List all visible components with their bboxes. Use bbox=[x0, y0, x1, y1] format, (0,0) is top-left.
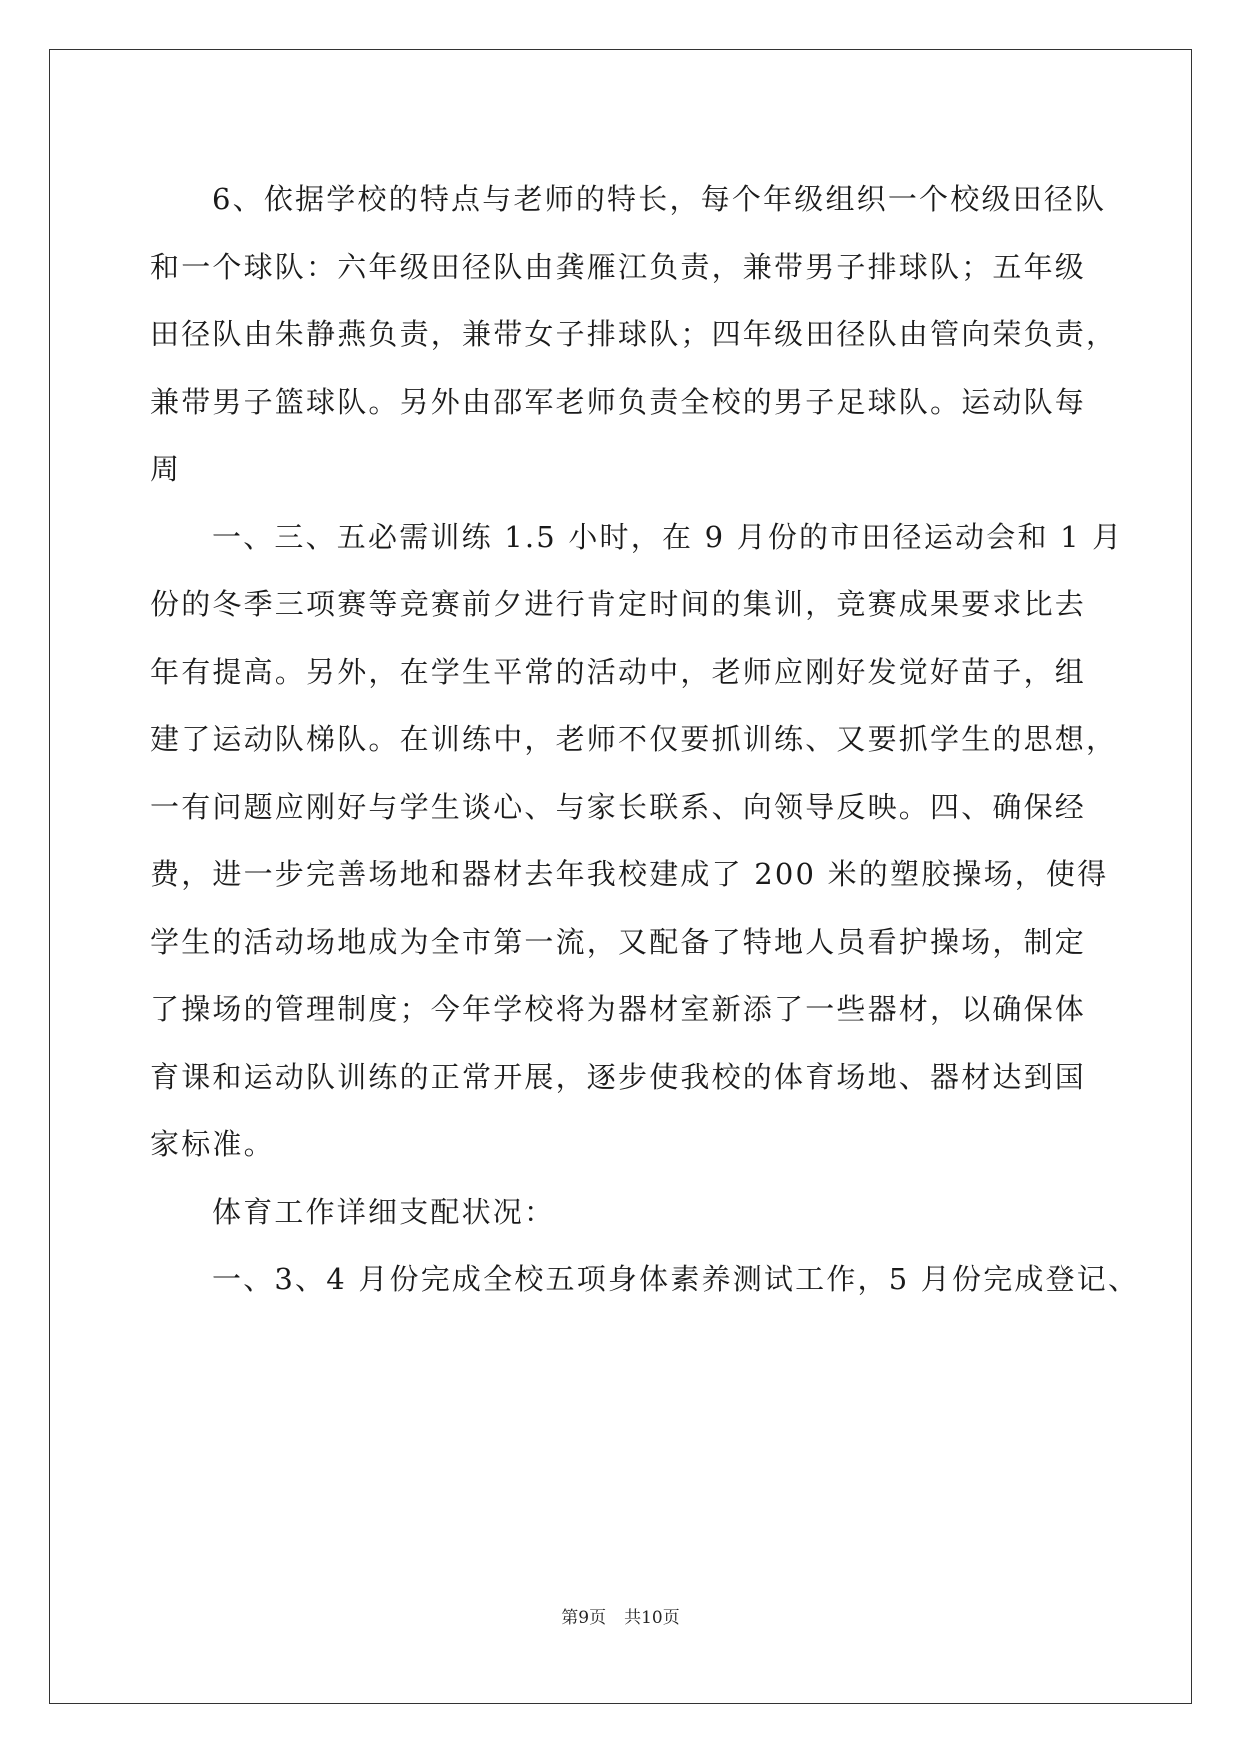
text-line: 家标准。 bbox=[150, 1127, 275, 1161]
text-line: 周 bbox=[150, 452, 182, 486]
page-footer bbox=[0, 1603, 1241, 1628]
text-line: 兼带男子篮球队。另外由邵军老师负责全校的男子足球队。运动队每 bbox=[150, 384, 1087, 419]
text-line: 和一个球队：六年级田径队由龚雁江负责，兼带男子排球队；五年级 bbox=[150, 249, 1087, 284]
page-total: 共10页 bbox=[624, 1608, 680, 1628]
text-line: 6、依据学校的特点与老师的特长，每个年级组织一个校级田径队 bbox=[212, 182, 1107, 216]
text-line: 建了运动队梯队。在训练中，老师不仅要抓训练、又要抓学生的思想， bbox=[150, 722, 1118, 756]
text-line: 费，进一步完善场地和器材去年我校建成了 200 米的塑胶操场，使得 bbox=[150, 857, 1109, 891]
document-text bbox=[150, 166, 1140, 1314]
text-line: 学生的活动场地成为全市第一流，又配备了特地人员看护操场，制定 bbox=[150, 924, 1087, 959]
text-line: 份的冬季三项赛等竞赛前夕进行肯定时间的集训，竞赛成果要求比去 bbox=[150, 587, 1087, 621]
text-line: 体育工作详细支配状况： bbox=[212, 1194, 556, 1229]
text-line: 一、3、4 月份完成全校五项身体素养测试工作，5 月份完成登记、 bbox=[212, 1262, 1140, 1296]
text-line: 育课和运动队训练的正常开展，逐步使我校的体育场地、器材达到国 bbox=[150, 1059, 1087, 1094]
text-line: 一有问题应刚好与学生谈心、与家长联系、向领导反映。四、确保经 bbox=[150, 789, 1087, 824]
text-line: 了操场的管理制度；今年学校将为器材室新添了一些器材，以确保体 bbox=[150, 992, 1087, 1026]
document-body bbox=[150, 166, 1140, 1314]
page-number: 第9页 bbox=[561, 1608, 607, 1628]
text-line: 一、三、五必需训练 1.5 小时，在 9 月份的市田径运动会和 1 月 bbox=[212, 519, 1124, 554]
text-line: 年有提高。另外，在学生平常的活动中，老师应刚好发觉好苗子，组 bbox=[150, 654, 1087, 689]
text-line: 田径队由朱静燕负责，兼带女子排球队；四年级田径队由管向荣负责， bbox=[150, 317, 1118, 351]
